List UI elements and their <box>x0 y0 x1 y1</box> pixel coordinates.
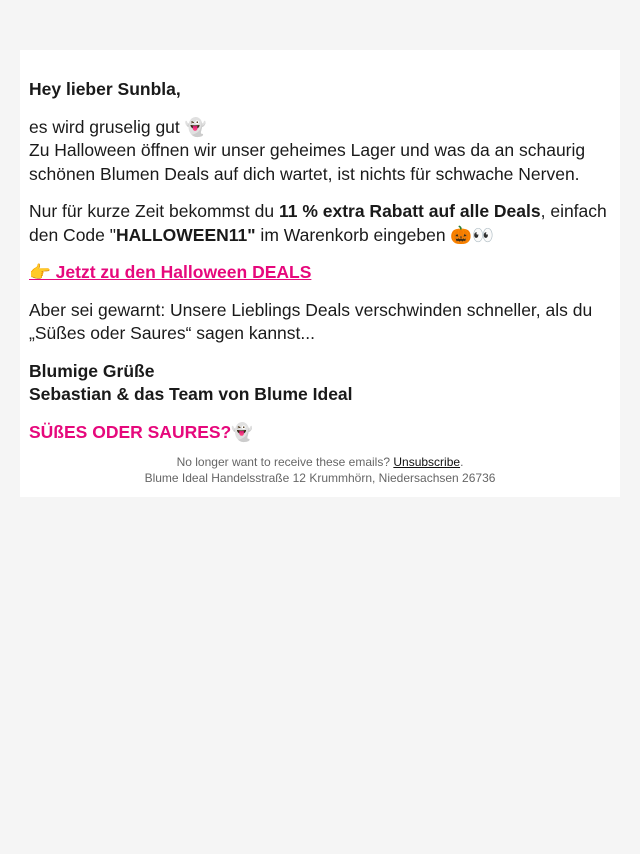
halloween-deals-link[interactable]: 👉 Jetzt zu den Halloween DEALS <box>29 262 312 282</box>
signature-line-1: Blumige Grüße <box>29 360 155 381</box>
offer-mid: , einfach den Code " <box>29 201 607 245</box>
warning-paragraph: Aber sei gewarnt: Unsere Lieblings Deals verschwinden schneller, als du „Süßes oder Saures“ sagen kannst... <box>29 299 593 343</box>
intro-paragraph <box>29 116 611 187</box>
offer-bold: 11 % extra Rabatt auf alle Deals <box>278 201 541 221</box>
unsubscribe-link[interactable]: Unsubscribe <box>393 455 461 469</box>
company-address: Blume Ideal Handelsstraße 12 Krummhörn, Niedersachsen 26736 <box>144 471 496 485</box>
signature-line-2: Sebastian & das Team von Blume Ideal <box>29 384 353 404</box>
unsubscribe-line <box>29 454 611 470</box>
offer-post: im Warenkorb eingeben 🎃👀 <box>255 224 495 245</box>
email-footer <box>29 454 611 486</box>
greeting: Hey lieber Sunbla, <box>29 79 181 99</box>
offer-code: HALLOWEEN11" <box>115 224 256 245</box>
unsubscribe-end: . <box>460 455 464 469</box>
suesses-oder-saures-link[interactable]: SÜßES ODER SAURES?👻 <box>29 421 254 442</box>
email-card <box>20 50 620 497</box>
offer-paragraph <box>29 200 611 247</box>
intro-line-1: es wird gruselig gut 👻 <box>29 116 207 137</box>
unsubscribe-text: No longer want to receive these emails? <box>176 455 394 469</box>
signature <box>29 360 611 407</box>
offer-pre: Nur für kurze Zeit bekommst du <box>29 201 279 221</box>
intro-line-2: Zu Halloween öffnen wir unser geheimes Lager und was da an schaurig schönen Blumen Deals auf dich wartet, ist nichts für schwache Nerven. <box>29 140 586 184</box>
